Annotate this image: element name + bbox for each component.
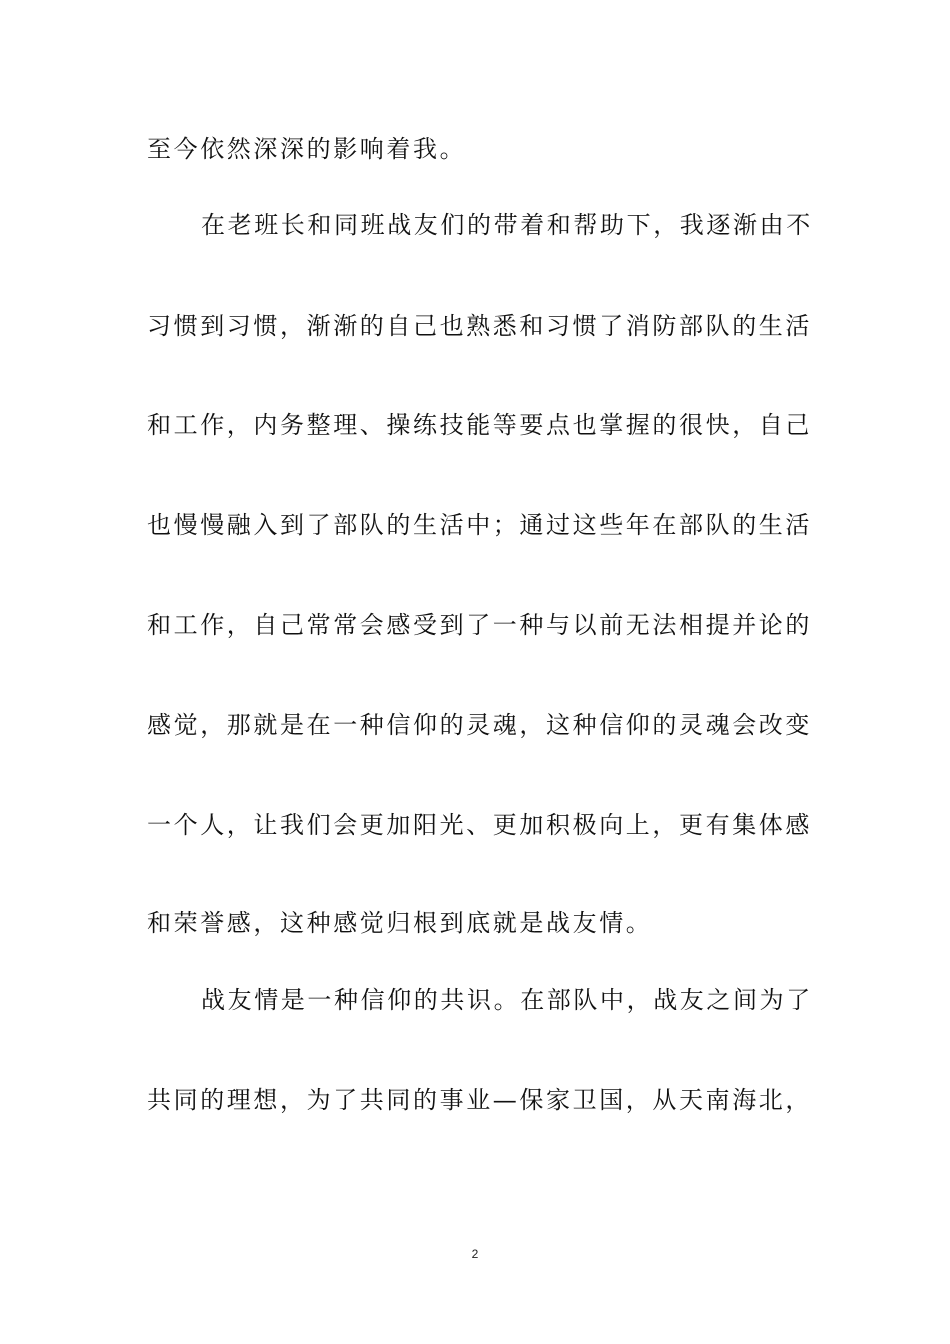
text-line: 至今依然深深的影响着我。	[147, 135, 467, 163]
text-line: 和工作，自己常常会感受到了一种与以前无法相提并论的	[147, 611, 812, 639]
text-line: 习惯到习惯，渐渐的自己也熟悉和习惯了消防部队的生活	[147, 312, 812, 340]
page-number: 2	[471, 1247, 479, 1261]
text-line: 也慢慢融入到了部队的生活中；通过这些年在部队的生活	[147, 511, 812, 539]
paragraph-first-line: 战友情是一种信仰的共识。在部队中，战友之间为了	[201, 986, 813, 1014]
paragraph-first-line: 在老班长和同班战友们的带着和帮助下，我逐渐由不	[201, 211, 813, 239]
text-line: 感觉，那就是在一种信仰的灵魂，这种信仰的灵魂会改变	[147, 711, 812, 739]
text-line: 和工作，内务整理、操练技能等要点也掌握的很快，自己	[147, 411, 812, 439]
text-line: 共同的理想，为了共同的事业—保家卫国，从天南海北，	[147, 1086, 812, 1114]
text-line: 一个人，让我们会更加阳光、更加积极向上，更有集体感	[147, 811, 812, 839]
text-line: 和荣誉感，这种感觉归根到底就是战友情。	[147, 909, 653, 937]
